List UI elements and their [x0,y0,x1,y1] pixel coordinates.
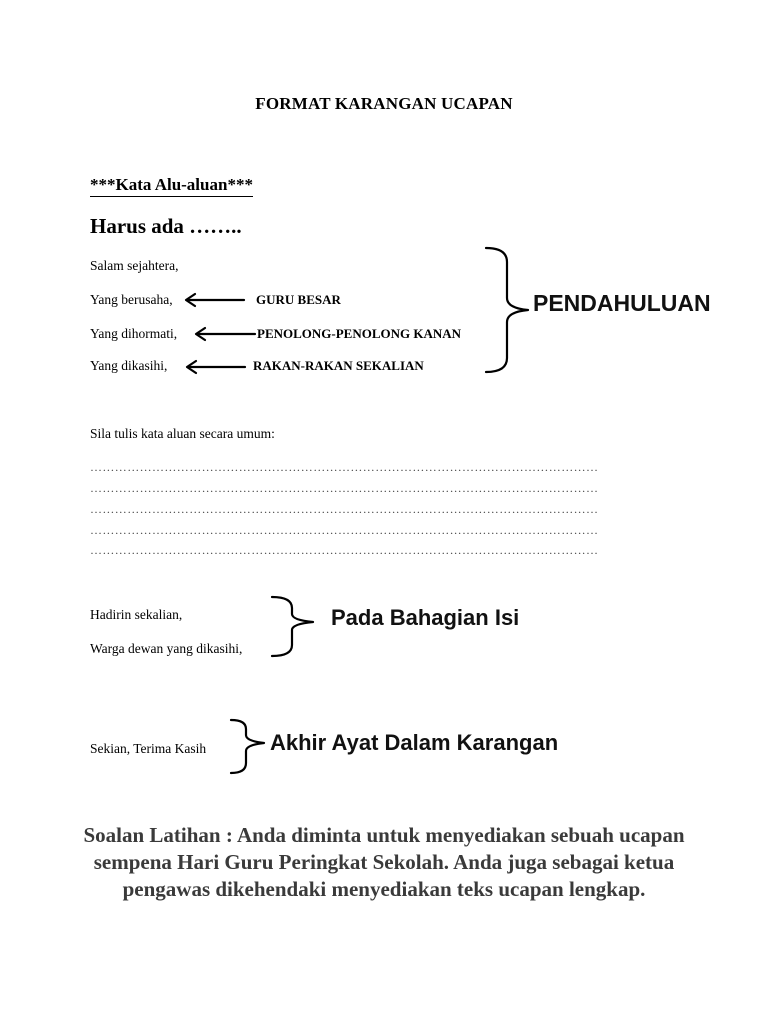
dotted-line: …………………………………………………………………………………………………………… [90,543,599,557]
target-guru-besar: GURU BESAR [256,292,341,307]
practice-question: Soalan Latihan : Anda diminta untuk menyediakan sebuah ucapan sempena Hari Guru Peringkat Sekolah. Anda juga sebagai ketua pengawas dikehendaki menyediakan teks ucapan lengkap. [83,823,685,901]
document-title: FORMAT KARANGAN UCAPAN [255,94,513,113]
closing-label: Akhir Ayat Dalam Karangan [270,730,559,755]
curly-brace-icon [231,720,264,773]
greeting-berusaha: Yang berusaha, [90,292,173,307]
dotted-line: …………………………………………………………………………………………………………… [90,502,599,516]
closing-text: Sekian, Terima Kasih [90,741,207,756]
arrow-left-icon [187,361,245,373]
body-label: Pada Bahagian Isi [331,605,520,630]
curly-brace-icon [486,248,528,372]
body-greeting-hadirin: Hadirin sekalian, [90,607,183,622]
dotted-line: …………………………………………………………………………………………………………… [90,481,599,495]
instruction-text: Sila tulis kata aluan secara umum: [90,426,275,441]
target-rakan-rakan: RAKAN-RAKAN SEKALIAN [253,358,424,373]
greeting-dikasihi: Yang dikasihi, [90,358,168,373]
intro-label: PENDAHULUAN [533,290,711,316]
arrow-left-icon [186,294,244,306]
greeting-salam: Salam sejahtera, [90,258,179,273]
must-have-heading: Harus ada …….. [90,214,242,238]
curly-brace-icon [272,597,313,656]
target-penolong-kanan: PENOLONG-PENOLONG KANAN [257,326,462,341]
section-heading: ***Kata Alu-aluan*** [90,175,253,197]
greeting-dihormati: Yang dihormati, [90,326,178,341]
arrow-left-icon [196,328,255,340]
body-greeting-warga: Warga dewan yang dikasihi, [90,641,243,656]
dotted-line: …………………………………………………………………………………………………………… [90,523,599,537]
dotted-line: …………………………………………………………………………………………………………… [90,460,599,474]
